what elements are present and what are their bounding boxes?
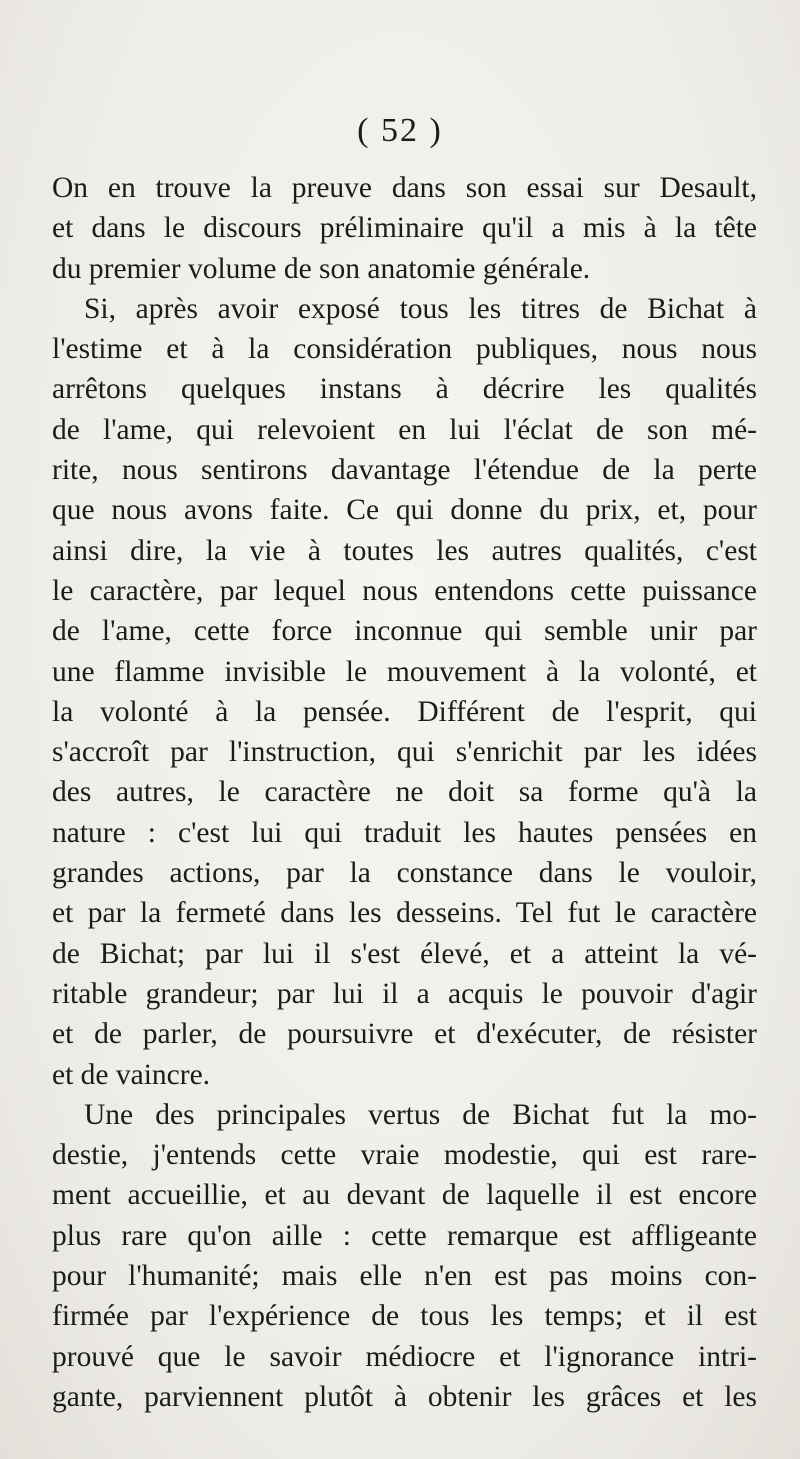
page-number: ( 52 ) — [357, 112, 443, 149]
text-line: et de vaincre. — [52, 1058, 211, 1091]
text-line: firmée par l'expérience de tous les temps; et il est — [52, 1300, 757, 1333]
text-line: gante, parviennent plutôt à obtenir les grâces et les — [52, 1380, 757, 1413]
paragraph-start-line: Si, après avoir exposé tous les titres de Bichat à — [84, 292, 757, 325]
text-line: grandes actions, par la constance dans le vouloir, — [52, 857, 757, 890]
text-line: ment accueillie, et au devant de laquelle il est encore — [52, 1179, 757, 1212]
text-line: et par la fermeté dans les desseins. Tel fut le caractère — [52, 897, 757, 930]
text-line: On en trouve la preuve dans son essai sur Desault, — [52, 172, 757, 204]
text-line: de Bichat; par lui il s'est élevé, et a atteint la vé- — [52, 937, 757, 970]
text-line: et de parler, de poursuivre et d'exécuter, de résister — [52, 1018, 757, 1051]
text-line: une flamme invisible le mouvement à la volonté, et — [52, 655, 757, 688]
text-line: de l'ame, qui relevoient en lui l'éclat de son mé- — [52, 413, 757, 446]
text-line: arrêtons quelques instans à décrire les qualités — [52, 373, 757, 406]
text-line: de l'ame, cette force inconnue qui semble unir par — [52, 615, 757, 648]
text-line: ainsi dire, la vie à toutes les autres qualités, c'est — [52, 534, 757, 567]
text-line: la volonté à la pensée. Différent de l'esprit, qui — [52, 695, 757, 728]
text-line: ritable grandeur; par lui il a acquis le pouvoir d'agir — [52, 977, 757, 1010]
text-line: rite, nous sentirons davantage l'étendue de la perte — [52, 454, 757, 487]
text-line: du premier volume de son anatomie générale. — [52, 252, 591, 285]
text-line: plus rare qu'on aille : cette remarque est affligeante — [52, 1219, 757, 1252]
text-line: destie, j'entends cette vraie modestie, qui est rare- — [52, 1139, 757, 1172]
text-line: pour l'humanité; mais elle n'en est pas moins con- — [52, 1260, 757, 1293]
body-text — [52, 168, 757, 1417]
text-line: que nous avons faite. Ce qui donne du prix, et, pour — [52, 494, 757, 527]
text-line: le caractère, par lequel nous entendons cette puissance — [52, 574, 757, 607]
text-line: nature : c'est lui qui traduit les hautes pensées en — [52, 816, 757, 849]
text-line: prouvé que le savoir médiocre et l'ignorance intri- — [52, 1340, 757, 1373]
text-line: l'estime et à la considération publiques, nous nous — [52, 333, 757, 366]
text-line: s'accroît par l'instruction, qui s'enrichit par les idées — [52, 736, 757, 769]
paragraph-start-line: Une des principales vertus de Bichat fut la mo- — [84, 1098, 757, 1131]
text-line: et dans le discours préliminaire qu'il a mis à la tête — [52, 212, 757, 245]
text-line: des autres, le caractère ne doit sa forme qu'à la — [52, 776, 757, 809]
